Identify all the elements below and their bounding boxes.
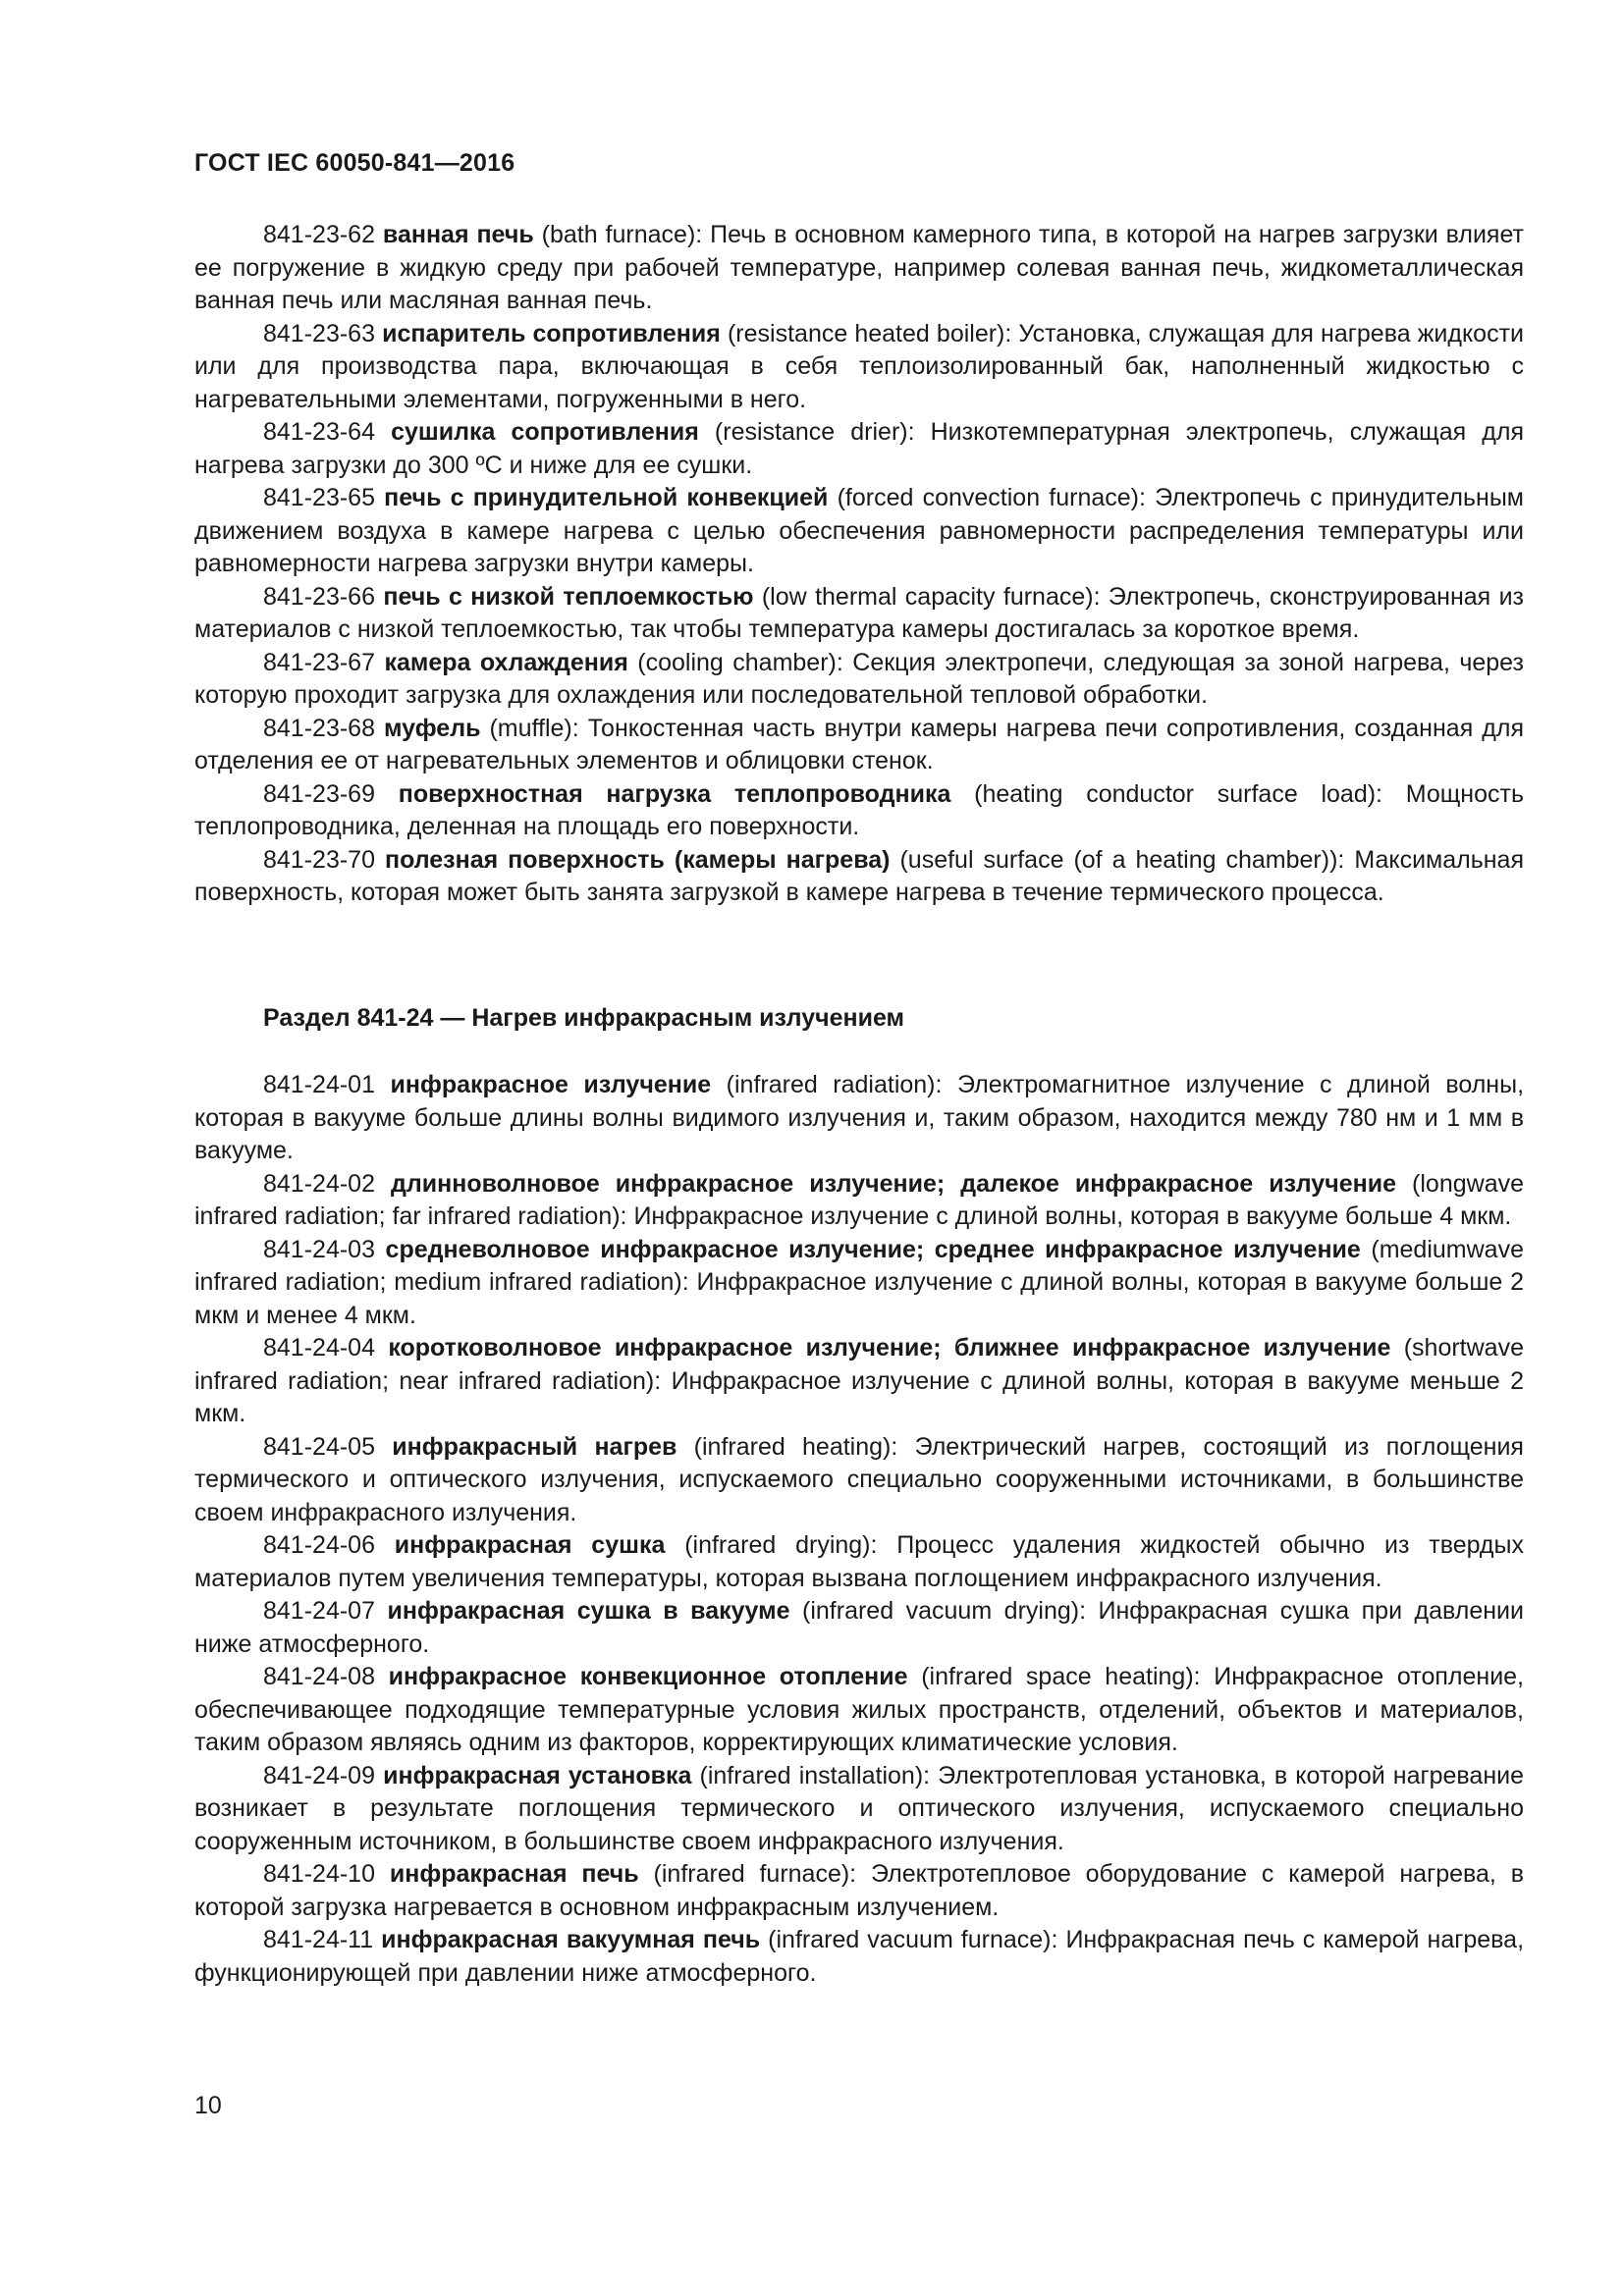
entry-841-24-01: 841-24-01 инфракрасное излучение (infrared radiation): Электромагнитное излучение с длиной волны, которая в вакууме больше длины волны видимого излучения и, таким образом, находится между 780 нм и 1 мм в вакууме. [194,1071,1525,1164]
entry-841-24-04: 841-24-04 коротковолновое инфракрасное излучение; ближнее инфракрасное излучение (shortwave infrared radiation; near infrared radiation): Инфракрасное излучение с длиной волны, которая в вакууме меньше 2 мкм. [194,1334,1524,1427]
entry-841-24-11: 841-24-11 инфракрасная вакуумная печь (infrared vacuum furnace): Инфракрасная печь с камерой нагрева, функционирующей при давлении ниже атмосферного. [194,1926,1525,1987]
entry-841-23-66: 841-23-66 печь с низкой теплоемкостью (low thermal capacity furnace): Электропечь, сконструированная из материалов с низкой теплоемкостью, так чтобы температура камеры достигалась за короткое время. [194,582,1524,643]
section-title: Раздел 841-24 — Нагрев инфракрасным излучением [263,1004,905,1032]
document-header: ГОСТ IEC 60050-841—2016 [194,149,515,177]
entry-841-24-07: 841-24-07 инфракрасная сушка в вакууме (infrared vacuum drying): Инфракрасная сушка при давлении ниже атмосферного. [194,1597,1524,1658]
entry-841-24-08: 841-24-08 инфракрасное конвекционное отопление (infrared space heating): Инфракрасное отопление, обеспечивающее подходящие температурные условия жилых пространств, отделений, объектов и материалов, таким образом являясь одним из факторов, корректирующих климатические условия. [194,1663,1525,1756]
page-number: 10 [194,2092,222,2119]
entry-841-23-70: 841-23-70 полезная поверхность (камеры нагрева) (useful surface (of a heating chamber)): Максимальная поверхность, которая может быть занята загрузкой в камере нагрева в течение термического процесса. [194,845,1524,906]
entry-841-24-03: 841-24-03 средневолновое инфракрасное излучение; среднее инфракрасное излучение (mediumwave infrared radiation; medium infrared radiation): Инфракрасное излучение с длиной волны, которая в вакууме больше 2 мкм и менее 4 мкм. [194,1235,1524,1329]
entry-841-23-62: 841-23-62 ванная печь (bath furnace): Печь в основном камерного типа, в которой на нагрев загрузки влияет ее погружение в жидкую среду при рабочей температуре, например солевая ванная печь, жидкометаллическая ванная печь или масляная ванная печь. [194,221,1524,314]
entry-841-23-67: 841-23-67 камера охлаждения (cooling chamber): Секция электропечи, следующая за зоной нагрева, через которую проходит загрузка для охлаждения или последовательной тепловой обработки. [194,648,1524,709]
entry-841-24-09: 841-24-09 инфракрасная установка (infrared installation): Электротепловая установка, в которой нагревание возникает в результате поглощения термического и оптического излучения, испускаемого специально сооруженным источником, в большинстве своем инфракрасного излучения. [194,1761,1524,1855]
entry-841-23-69: 841-23-69 поверхностная нагрузка теплопроводника (heating conductor surface load): Мощность теплопроводника, деленная на площадь его поверхности. [194,779,1524,840]
entry-841-23-68: 841-23-68 муфель (muffle): Тонкостенная часть внутри камеры нагрева печи сопротивления, созданная для отделения ее от нагревательных элементов и облицовки стенок. [194,714,1524,774]
entry-841-23-65: 841-23-65 печь с принудительной конвекцией (forced convection furnace): Электропечь с принудительным движением воздуха в камере нагрева с целью обеспечения равномерности распределения температуры или равномерности нагрева загрузки внутри камеры. [194,484,1524,577]
entry-841-24-06: 841-24-06 инфракрасная сушка (infrared drying): Процесс удаления жидкостей обычно из твердых материалов путем увеличения температуры, которая вызвана поглощением инфракрасного излучения. [194,1531,1524,1592]
section-23-entries [194,219,1524,910]
entry-841-24-02: 841-24-02 длинноволновое инфракрасное излучение; далекое инфракрасное излучение (longwave infrared radiation; far infrared radiation): Инфракрасное излучение с длиной волны, которая в вакууме больше 4 мкм. [194,1169,1524,1230]
entry-841-23-63: 841-23-63 испаритель сопротивления (resistance heated boiler): Установка, служащая для нагрева жидкости или для производства пара, включающая в себя теплоизолированный бак, наполненный жидкостью с нагревательными элементами, погруженными в него. [194,319,1525,413]
entry-841-24-10: 841-24-10 инфракрасная печь (infrared furnace): Электротепловое оборудование с камерой нагрева, в которой загрузка нагревается в основном инфракрасным излучением. [194,1860,1524,1921]
entry-841-23-64: 841-23-64 сушилка сопротивления (resistance drier): Низкотемпературная электропечь, служащая для нагрева загрузки до 300 ºС и ниже для ее сушки. [194,418,1524,479]
entry-841-24-05: 841-24-05 инфракрасный нагрев (infrared heating): Электрический нагрев, состоящий из поглощения термического и оптического излучения, испускаемого специально сооруженными источниками, в большинстве своем инфракрасного излучения. [194,1432,1524,1526]
section-24-entries [194,1069,1524,1990]
